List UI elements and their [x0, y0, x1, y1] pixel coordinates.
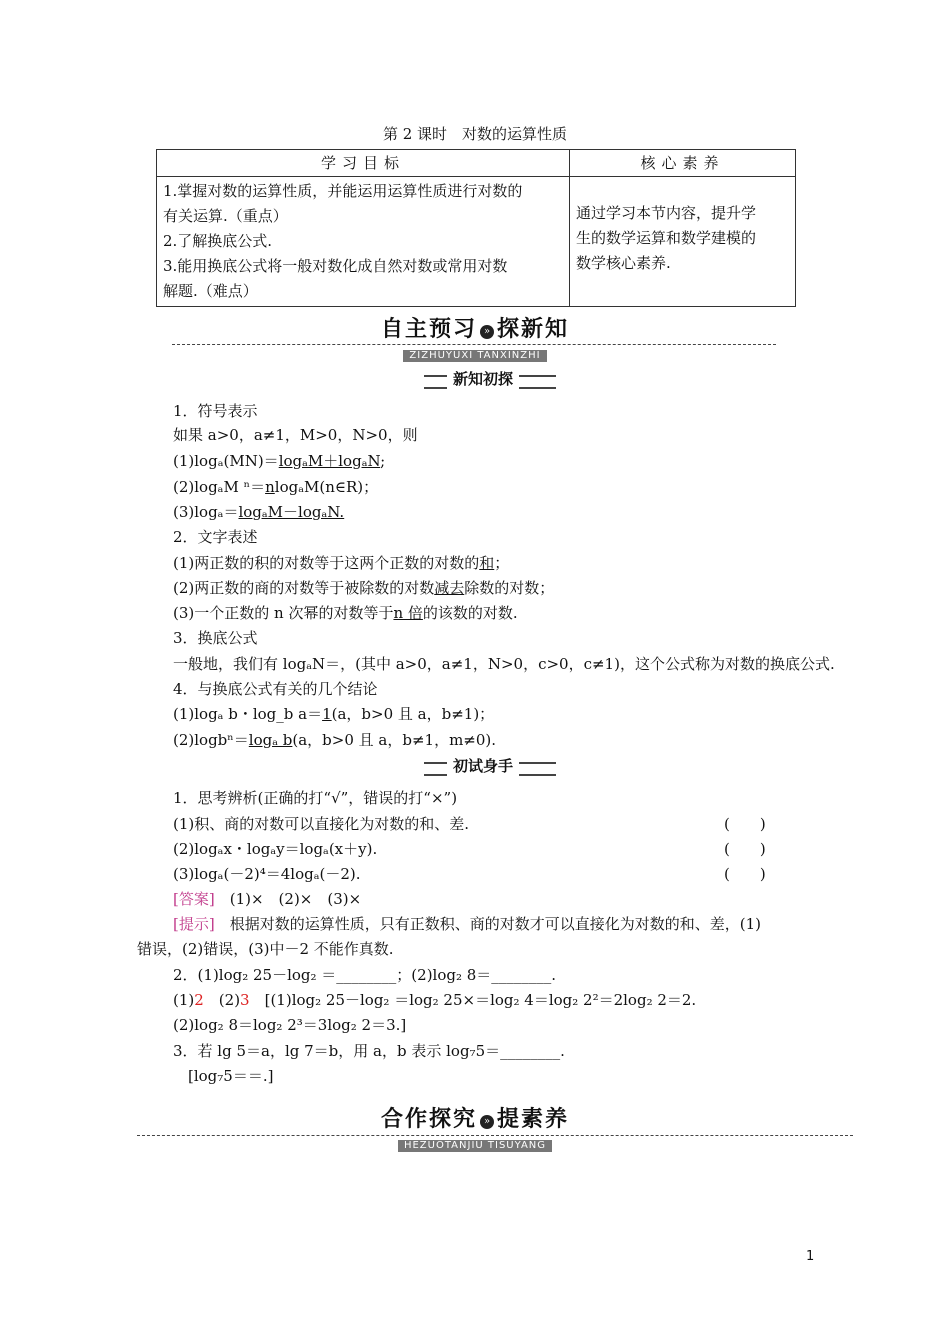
hint-line: [提示] 根据对数的运算性质，只有正数积、商的对数才可以直接化为对数的和、差，(1)	[173, 915, 761, 933]
text-line: 一般地，我们有 logₐN＝，(其中 a>0，a≠1，N>0，c>0，c≠1)，这个公式称为对数的换底公式.	[173, 655, 835, 673]
goal-line: 3.能用换底公式将一般对数化成自然对数或常用对数	[163, 257, 508, 275]
condition: 如果 a>0，a≠1，M>0，N>0，则	[173, 426, 418, 444]
literacy-header: 核心素养	[570, 150, 796, 177]
arrow-icon: »	[480, 325, 494, 339]
goals-header: 学习目标	[157, 150, 570, 177]
objectives-table	[156, 149, 796, 307]
goal-line: 解题.（难点）	[163, 282, 258, 300]
question-item: (1)积、商的对数可以直接化为对数的和、差.	[173, 815, 470, 833]
question-item: (3)logₐ(－2)⁴＝4logₐ(－2).	[173, 865, 361, 883]
page-number: 1	[806, 1249, 815, 1264]
tag-practice: 初试身手	[447, 756, 519, 776]
section-title-2: 提素养	[497, 1107, 570, 1132]
hint-label: [提示]	[173, 915, 215, 933]
page-title: 第 2 课时 对数的运算性质	[382, 125, 568, 143]
question: 2．(1)log₂ 25－log₂ ＝________；(2)log₂ 8＝________.	[173, 966, 557, 984]
answer-label: [答案]	[173, 890, 215, 908]
section-banner-preview	[0, 312, 950, 362]
section-title-2: 探新知	[497, 317, 570, 342]
question-item: (2)logₐx・logₐy＝logₐ(x＋y).	[173, 840, 378, 858]
literacy-line: 通过学习本节内容，提升学	[576, 204, 757, 222]
heading: 3．换底公式	[173, 629, 258, 647]
answer-line: (2)log₂ 8＝log₂ 2³＝3log₂ 2＝3.]	[173, 1016, 407, 1034]
section-title: 合作探究	[380, 1107, 477, 1132]
answer-line: (1)2 (2)3 [(1)log₂ 25－log₂ ＝log₂ 25×＝log₂ 4＝log₂ 2²＝2log₂ 2＝2.	[173, 991, 697, 1009]
answer-paren: ( )	[724, 840, 766, 858]
formula-line: (1)logₐ b・log_b a＝1(a，b>0 且 a，b≠1)；	[173, 705, 495, 723]
formula-3: (3)logₐ＝logₐM－logₐN.	[173, 503, 345, 521]
question: 1．思考辨析(正确的打“√”，错误的打“×”)	[173, 789, 458, 807]
section-subtitle: ZIZHUYUXI TANXINZHI	[403, 350, 546, 362]
text-line: (2)两正数的商的对数等于被除数的对数减去除数的对数；	[173, 579, 555, 597]
goal-line: 1.掌握对数的运算性质，并能运用运算性质进行对数的	[163, 182, 523, 200]
heading: 4．与换底公式有关的几个结论	[173, 680, 378, 698]
heading: 2．文字表述	[173, 528, 258, 546]
formula-1: (1)logₐ(MN)＝logₐM＋logₐN;	[173, 452, 386, 470]
formula-2: (2)logₐM ⁿ＝nlogₐM(n∈R)；	[173, 478, 379, 496]
section-subtitle: HEZUOTANJIU TISUYANG	[398, 1140, 552, 1152]
goal-line: 有关运算.（重点）	[163, 207, 288, 225]
section-title: 自主预习	[380, 317, 477, 342]
formula-line: (2)logbⁿ＝logₐ b(a，b>0 且 a，b≠1，m≠0).	[173, 731, 497, 749]
answer-line: [答案] (1)× (2)× (3)×	[173, 890, 362, 908]
goal-line: 2.了解换底公式.	[163, 232, 273, 250]
answer-paren: ( )	[724, 865, 766, 883]
hint-line: 错误，(2)错误，(3)中－2 不能作真数.	[137, 940, 394, 958]
literacy-line: 生的数学运算和数学建模的	[576, 229, 757, 247]
literacy-line: 数学核心素养.	[576, 254, 671, 272]
answer-line: [log₇5＝＝.]	[188, 1067, 274, 1085]
arrow-icon: »	[480, 1115, 494, 1129]
question: 3．若 lg 5＝a，lg 7＝b，用 a，b 表示 log₇5＝________.	[173, 1042, 565, 1060]
tag-new-knowledge: 新知初探	[447, 369, 519, 389]
text-line: (1)两正数的积的对数等于这两个正数的对数的和；	[173, 554, 510, 572]
heading: 1．符号表示	[173, 402, 258, 420]
text-line: (3)一个正数的 n 次幂的对数等于n 倍的该数的对数.	[173, 604, 518, 622]
section-banner-explore	[0, 1102, 950, 1152]
answer-paren: ( )	[724, 815, 766, 833]
